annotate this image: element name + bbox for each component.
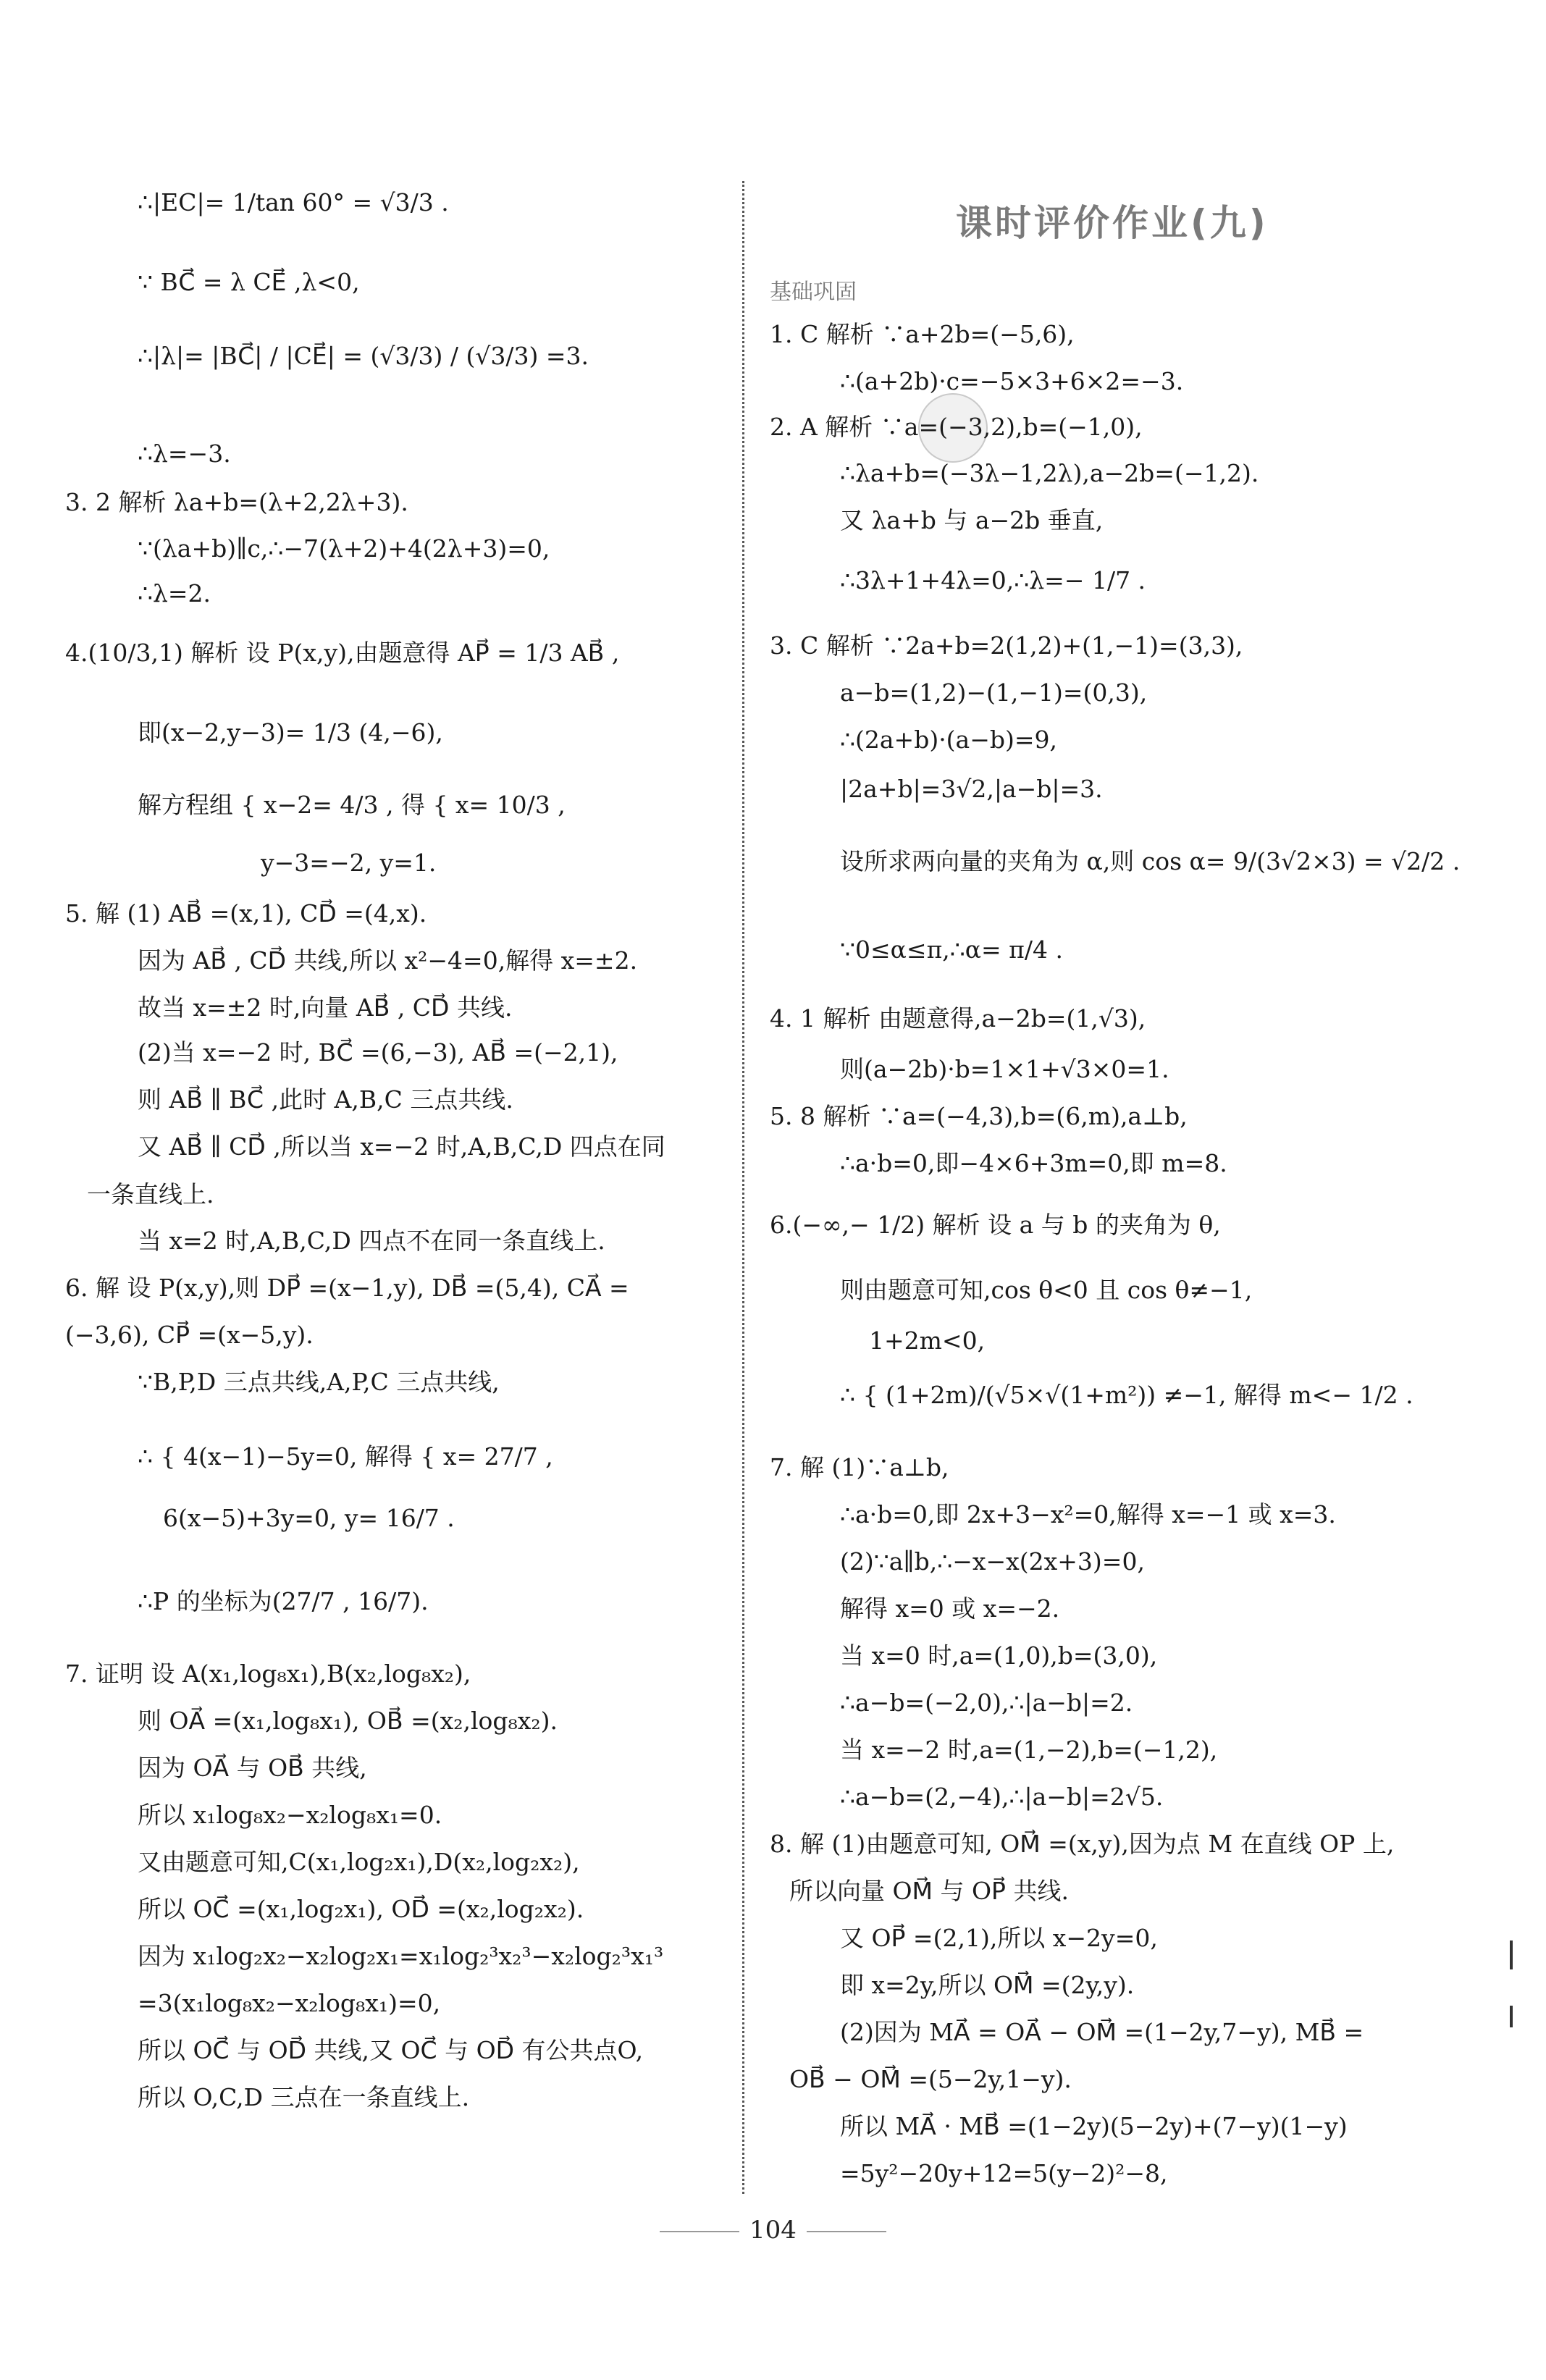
text-line: 4.(10/3,1) 解析 设 P(x,y),由题意得 AP⃗ = 1/3 AB⃗ , [65,639,620,667]
text-line: ∴P 的坐标为(27/7 , 16/7). [138,1587,429,1615]
text-line: ∴a·b=0,即−4×6+3m=0,即 m=8. [840,1149,1227,1177]
text-line: 解方程组 { x−2= 4/3 , 得 { x= 10/3 , [138,791,566,819]
text-line: 因为 x₁log₂x₂−x₂log₂x₁=x₁log₂³x₂³−x₂log₂³x₁³ [138,1942,664,1970]
text-line: ∴a−b=(−2,0),∴|a−b|=2. [840,1689,1133,1717]
text-line: ∴3λ+1+4λ=0,∴λ=− 1/7 . [840,566,1146,594]
text-line: 1+2m<0, [869,1326,986,1355]
text-line: (2)∵a∥b,∴−x−x(2x+3)=0, [840,1547,1145,1576]
text-line: 6.(−∞,− 1/2) 解析 设 a 与 b 的夹角为 θ, [770,1211,1221,1239]
text-line: 6. 解 设 P(x,y),则 DP⃗ =(x−1,y), DB⃗ =(5,4), CA⃗ = [65,1274,629,1302]
text-line: 所以 O,C,D 三点在一条直线上. [138,2083,470,2111]
text-line: ∴ { 4(x−1)−5y=0, 解得 { x= 27/7 , [138,1442,553,1471]
text-line: ∴(2a+b)·(a−b)=9, [840,726,1058,754]
text-line: 3. C 解析 ∵2a+b=2(1,2)+(1,−1)=(3,3), [770,631,1243,660]
text-line: (2)当 x=−2 时, BC⃗ =(6,−3), AB⃗ =(−2,1), [138,1038,618,1067]
text-line: a−b=(1,2)−(1,−1)=(0,3), [840,678,1148,707]
text-line: 则由题意可知,cos θ<0 且 cos θ≠−1, [840,1276,1253,1304]
text-line: 1. C 解析 ∵a+2b=(−5,6), [770,320,1075,348]
text-line: 因为 AB⃗ , CD⃗ 共线,所以 x²−4=0,解得 x=±2. [138,946,638,975]
text-line: 5. 解 (1) AB⃗ =(x,1), CD⃗ =(4,x). [65,899,427,928]
text-line: 故当 x=±2 时,向量 AB⃗ , CD⃗ 共线. [138,993,513,1022]
text-line: ∴(a+2b)·c=−5×3+6×2=−3. [840,367,1184,395]
text-line: 因为 OA⃗ 与 OB⃗ 共线, [138,1754,367,1782]
column-divider [742,181,744,2194]
text-line: ∴a−b=(2,−4),∴|a−b|=2√5. [840,1783,1164,1811]
text-line: (−3,6), CP⃗ =(x−5,y). [65,1321,314,1349]
text-line: 解得 x=0 或 x=−2. [840,1594,1060,1623]
text-line: 当 x=0 时,a=(1,0),b=(3,0), [840,1641,1158,1670]
text-line: =5y²−20y+12=5(y−2)²−8, [840,2159,1168,2187]
page-number: 104 [749,2216,797,2245]
text-line: ∴λ=2. [138,579,211,607]
text-line: =3(x₁log₈x₂−x₂log₈x₁)=0, [138,1989,441,2017]
text-line: 又 OP⃗ =(2,1),所以 x−2y=0, [840,1924,1158,1952]
text-line: 当 x=−2 时,a=(1,−2),b=(−1,2), [840,1736,1218,1764]
page-title: 课时评价作业(九) [956,202,1269,244]
text-line: 所以 MA⃗ · MB⃗ =(1−2y)(5−2y)+(7−y)(1−y) [840,2112,1348,2140]
text-line: y−3=−2, y=1. [261,849,437,877]
text-line: ∴λa+b=(−3λ−1,2λ),a−2b=(−1,2). [840,459,1259,487]
text-line: ∵0≤α≤π,∴α= π/4 . [840,935,1063,964]
text-line: 则(a−2b)·b=1×1+√3×0=1. [840,1055,1169,1083]
text-line: ∴λ=−3. [138,440,231,468]
text-line: 所以 OC⃗ =(x₁,log₂x₁), OD⃗ =(x₂,log₂x₂). [138,1895,584,1923]
text-line: 7. 证明 设 A(x₁,log₈x₁),B(x₂,log₈x₂), [65,1660,471,1688]
text-line: 3. 2 解析 λa+b=(λ+2,2λ+3). [65,488,408,516]
text-line: 即(x−2,y−3)= 1/3 (4,−6), [138,718,443,747]
text-line: 则 OA⃗ =(x₁,log₈x₁), OB⃗ =(x₂,log₈x₂). [138,1707,558,1735]
text-line: ∵ BC⃗ = λ CE⃗ ,λ<0, [138,268,360,296]
edge-mark [1510,1940,1513,1969]
edge-mark [1510,2006,1513,2027]
text-line: 所以 x₁log₈x₂−x₂log₈x₁=0. [138,1801,442,1829]
text-line: ∵(λa+b)∥c,∴−7(λ+2)+4(2λ+3)=0, [138,534,550,563]
text-line: 4. 1 解析 由题意得,a−2b=(1,√3), [770,1004,1146,1033]
text-line: 又 AB⃗ ∥ CD⃗ ,所以当 x=−2 时,A,B,C,D 四点在同 [138,1132,665,1161]
page-footer [0,2216,1546,2245]
text-line: 则 AB⃗ ∥ BC⃗ ,此时 A,B,C 三点共线. [138,1085,513,1114]
text-line: 当 x=2 时,A,B,C,D 四点不在同一条直线上. [138,1227,605,1255]
text-line: ∴ { (1+2m)/(√5×√(1+m²)) ≠−1, 解得 m<− 1/2 . [840,1381,1413,1409]
text-line: ∴|EC|= 1/tan 60° = √3/3 . [138,188,449,216]
text-line: ∴a·b=0,即 2x+3−x²=0,解得 x=−1 或 x=3. [840,1500,1336,1529]
text-line: 又 λa+b 与 a−2b 垂直, [840,506,1104,534]
text-line: (2)因为 MA⃗ = OA⃗ − OM⃗ =(1−2y,7−y), MB⃗ = [840,2018,1364,2046]
section-label: 基础巩固 [770,279,857,305]
text-line: OB⃗ − OM⃗ =(5−2y,1−y). [789,2065,1072,2093]
text-line: 所以 OC⃗ 与 OD⃗ 共线,又 OC⃗ 与 OD⃗ 有公共点O, [138,2036,644,2064]
text-line: ∵B,P,D 三点共线,A,P,C 三点共线, [138,1368,500,1396]
text-line: 7. 解 (1)∵a⊥b, [770,1453,949,1481]
text-line: 5. 8 解析 ∵a=(−4,3),b=(6,m),a⊥b, [770,1102,1188,1130]
text-line: 2. A 解析 ∵a=(−3,2),b=(−1,0), [770,413,1143,441]
text-line: 8. 解 (1)由题意可知, OM⃗ =(x,y),因为点 M 在直线 OP 上, [770,1830,1395,1858]
text-line: 6(x−5)+3y=0, y= 16/7 . [163,1504,455,1532]
text-line: 一条直线上. [87,1180,214,1208]
text-line: 设所求两向量的夹角为 α,则 cos α= 9/(3√2×3) = √2/2 . [840,847,1461,875]
text-line: 即 x=2y,所以 OM⃗ =(2y,y). [840,1971,1135,1999]
text-line: |2a+b|=3√2,|a−b|=3. [840,775,1103,803]
text-line: 又由题意可知,C(x₁,log₂x₁),D(x₂,log₂x₂), [138,1848,580,1876]
text-line: 所以向量 OM⃗ 与 OP⃗ 共线. [789,1877,1069,1905]
text-line: ∴|λ|= |BC⃗| / |CE⃗| = (√3/3) / (√3/3) =3. [138,342,589,370]
